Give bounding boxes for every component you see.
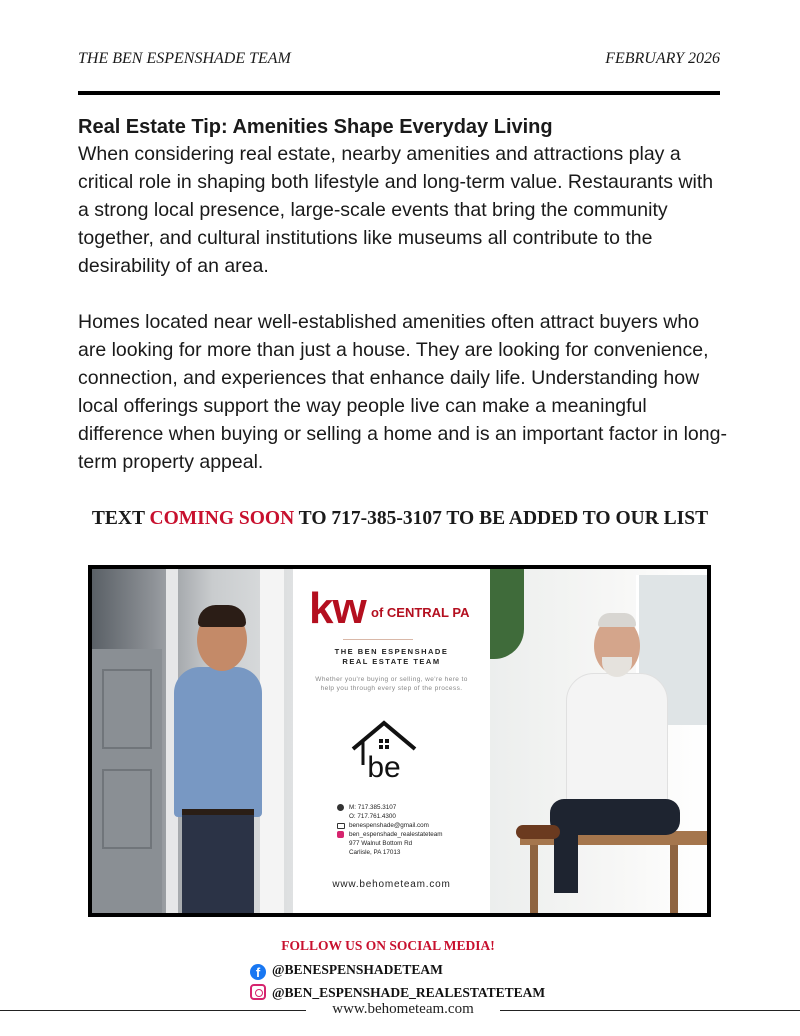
agent-shirt	[566, 673, 668, 815]
agent-shoe	[516, 825, 560, 839]
contact-email	[337, 821, 487, 830]
email-text: benespenshade@gmail.com	[349, 822, 429, 829]
brand-tagline: Whether you're buying or selling, we're here to help you through every step of the process.	[315, 676, 468, 692]
bench-leg	[670, 845, 678, 913]
plant-graphic	[490, 569, 524, 659]
cta-keyword: COMING SOON	[149, 508, 295, 529]
page-header	[78, 50, 720, 74]
instagram-link[interactable]	[250, 984, 545, 1001]
agent-hair	[598, 613, 636, 627]
agent-pants	[182, 815, 254, 913]
facebook-handle: @BENESPENSHADETEAM	[272, 962, 443, 977]
tip-paragraph-2: Homes located near well-established amenities often attract buyers who are looking for more than just a house. They are looking for convenience, connection, and experiences that enhance daily life. Understanding how local offerings support the way people live can make a meaningful difference when buying or selling a home and is an important factor in long-term property appeal.	[78, 311, 727, 473]
mail-icon	[337, 823, 345, 829]
instagram-icon	[337, 831, 344, 838]
instagram-text: ben_espenshade_realestateteam	[349, 831, 443, 838]
footer-website-link[interactable]: www.behometeam.com	[332, 1001, 474, 1017]
cta-prefix: TEXT	[91, 508, 150, 529]
bench-leg	[530, 845, 538, 913]
agent-photo-left	[92, 569, 293, 913]
tip-title: Real Estate Tip: Amenities Shape Everyday Living	[78, 116, 553, 138]
door-frame	[260, 569, 284, 913]
instagram-icon	[250, 984, 266, 1000]
agent-leg	[554, 813, 578, 893]
kw-region: of CENTRAL PA	[371, 605, 470, 620]
tip-paragraph-1: When considering real estate, nearby amenities and attractions play a critical role in shaping both lifestyle and long-term value. Restaurants with a strong local presence, large-scale events that bring the community together, and cultural institutions like museums all contribute to the desirability of an area.	[78, 143, 714, 277]
door-graphic	[92, 649, 162, 913]
address-line-1: 977 Walnut Bottom Rd	[349, 840, 413, 847]
phone-office-text: O: 717.761.4300	[349, 813, 396, 820]
address-line-2: Carlisle, PA 17013	[349, 849, 401, 856]
tip-section	[78, 114, 728, 476]
brand-card	[293, 569, 490, 913]
social-heading: FOLLOW US ON SOCIAL MEDIA!	[281, 938, 495, 953]
agent-shirt	[174, 667, 262, 817]
contact-phone-office	[337, 812, 487, 821]
kw-logo: kw	[309, 584, 366, 633]
contact-phone-mobile	[337, 803, 487, 812]
team-banner-image	[88, 565, 711, 917]
agent-photo-right	[490, 569, 707, 913]
contact-block	[337, 803, 487, 857]
agent-hair	[198, 605, 246, 627]
team-title-line-2: REAL ESTATE TEAM	[342, 657, 441, 666]
door-panel	[102, 769, 152, 849]
team-title-line-1: THE BEN ESPENSHADE	[334, 647, 449, 656]
instagram-handle: @BEN_ESPENSHADE_REALESTATETEAM	[272, 985, 546, 1000]
logo-text: be	[367, 751, 401, 781]
facebook-icon: f	[250, 964, 266, 980]
banner-website: www.behometeam.com	[332, 879, 451, 890]
header-divider	[78, 91, 720, 95]
contact-instagram	[337, 830, 487, 839]
door-panel	[102, 669, 152, 749]
contact-address-2	[337, 848, 487, 857]
text-signup-callout	[0, 508, 800, 530]
team-title	[293, 647, 490, 667]
facebook-link[interactable]	[250, 962, 443, 980]
phone-icon	[337, 804, 344, 811]
brand-divider	[343, 639, 413, 640]
cta-suffix: TO 717-385-3107 TO BE ADDED TO OUR LIST	[294, 508, 709, 529]
team-name: THE BEN ESPENSHADE TEAM	[78, 50, 291, 67]
contact-address-1	[337, 839, 487, 848]
issue-date: FEBRUARY 2026	[605, 50, 720, 67]
phone-mobile-text: M: 717.385.3107	[349, 804, 397, 811]
be-house-logo-icon	[349, 719, 419, 781]
